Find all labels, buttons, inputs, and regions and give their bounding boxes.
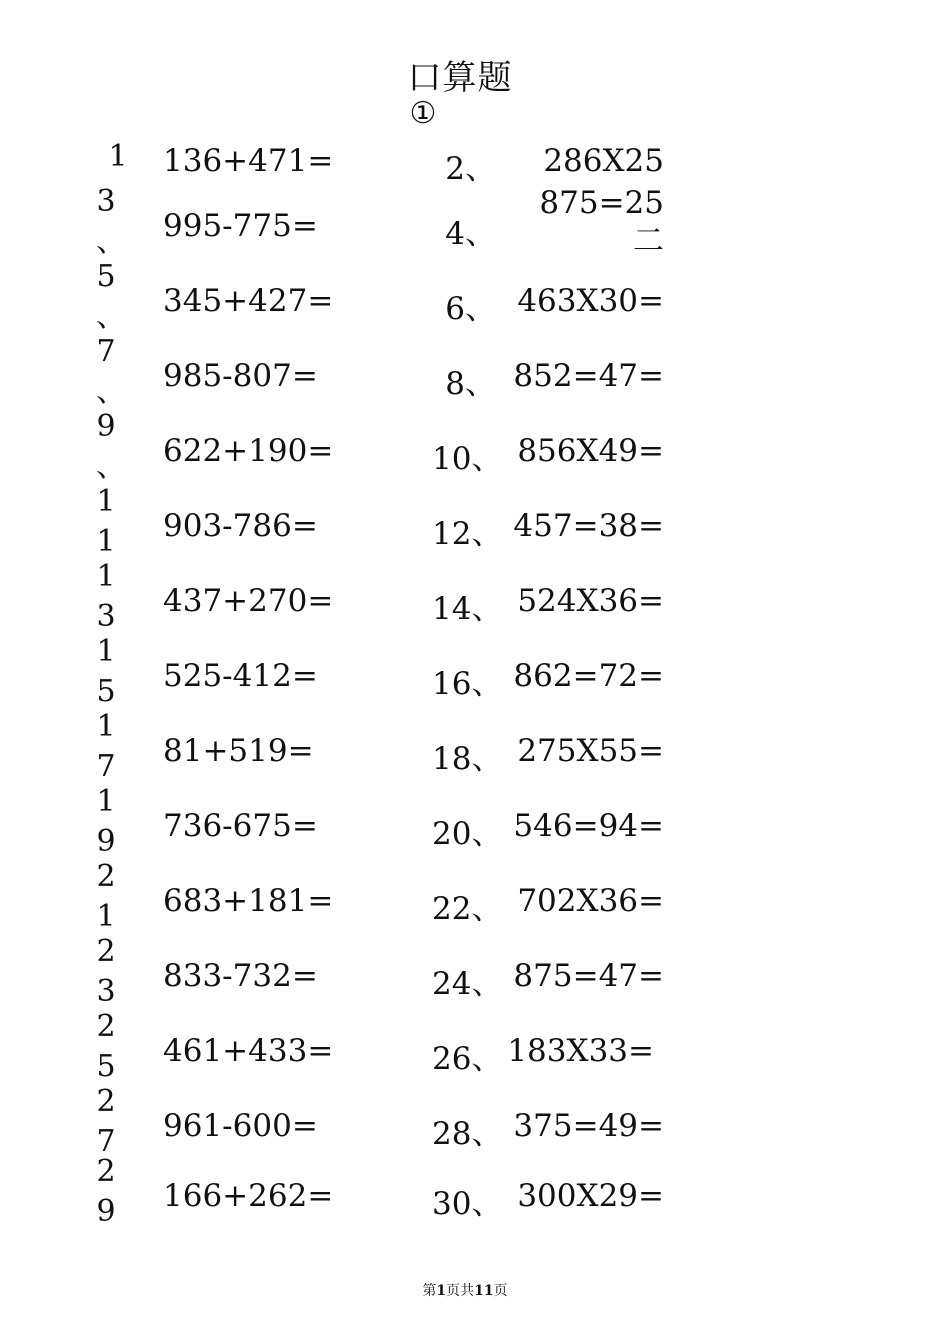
problem-row (0, 484, 950, 572)
problem-row (0, 1009, 950, 1097)
left-problem-number: 3 、 (96, 184, 126, 259)
left-expression: 833-732= (163, 958, 318, 994)
right-expression: 463X30= (517, 283, 664, 319)
problem-row (0, 334, 950, 422)
footer-mid: 页共 (446, 1283, 475, 1299)
right-problem-number: 30、 (432, 1186, 503, 1222)
right-expression: 275X55= (517, 733, 664, 769)
left-expression: 525-412= (163, 658, 318, 694)
left-expression: 961-600= (163, 1108, 318, 1144)
left-expression: 345+427= (163, 283, 334, 319)
left-problem-number: 1 3 (96, 559, 116, 634)
right-expression: 852=47= (513, 358, 664, 394)
left-problem-number: 1 1 (96, 484, 116, 559)
problem-row (0, 934, 950, 1022)
right-expression: 856X49= (517, 433, 664, 469)
page-footer (0, 1280, 930, 1300)
footer-total-pages: 11 (474, 1283, 494, 1299)
right-problem-number: 26、 (432, 1041, 503, 1077)
problem-row (0, 1084, 950, 1172)
footer-page-number: 1 (436, 1283, 447, 1299)
left-expression: 437+270= (163, 583, 334, 619)
left-problem-number: 2 9 (96, 1154, 116, 1229)
left-problem-number: 2 1 (96, 859, 116, 934)
right-expression: 375=49= (513, 1108, 664, 1144)
left-problem-number: 2 3 (96, 934, 116, 1009)
right-problem-number: 10、 (432, 441, 503, 477)
section-number: ① (409, 96, 437, 131)
right-problem-number: 2、 (445, 151, 496, 187)
left-problem-number: 2 5 (96, 1009, 116, 1084)
problem-row (0, 634, 950, 722)
right-expression: 875=25 二 (539, 185, 664, 259)
left-expression: 136+471= (163, 143, 334, 179)
right-problem-number: 16、 (432, 666, 503, 702)
right-problem-number: 14、 (432, 591, 503, 627)
problem-row (0, 1154, 950, 1242)
left-problem-number: 1 5 (96, 634, 116, 709)
right-expression: 457=38= (513, 508, 664, 544)
right-expression: 546=94= (513, 808, 664, 844)
right-problem-number: 4、 (445, 216, 496, 252)
problem-row (0, 409, 950, 497)
left-problem-number: 7 、 (96, 334, 126, 409)
left-expression: 995-775= (163, 208, 318, 244)
left-expression: 622+190= (163, 433, 334, 469)
right-problem-number: 20、 (432, 816, 503, 852)
right-expression: 862=72= (513, 658, 664, 694)
left-problem-number: 2 7 (96, 1084, 116, 1159)
left-problem-number: 1 9 (96, 784, 116, 859)
problem-row (0, 184, 950, 272)
problem-row (0, 559, 950, 647)
problem-row (0, 784, 950, 872)
left-problem-number: 5 、 (96, 259, 126, 334)
left-expression: 683+181= (163, 883, 334, 919)
right-problem-number: 8、 (445, 366, 496, 402)
right-problem-number: 6、 (445, 291, 496, 327)
left-expression: 81+519= (163, 733, 314, 769)
right-expression: 183X33= (507, 1033, 654, 1069)
footer-prefix: 第 (422, 1283, 437, 1299)
right-expression: 300X29= (517, 1178, 664, 1214)
left-expression: 903-786= (163, 508, 318, 544)
left-problem-number: 9 、 (96, 409, 126, 484)
right-problem-number: 18、 (432, 741, 503, 777)
problem-row (0, 133, 950, 207)
problem-row (0, 859, 950, 947)
problem-row (0, 709, 950, 797)
right-problem-number: 28、 (432, 1116, 503, 1152)
left-expression: 985-807= (163, 358, 318, 394)
footer-suffix: 页 (493, 1283, 508, 1299)
left-expression: 461+433= (163, 1033, 334, 1069)
left-problem-number: 1 7 (96, 709, 116, 784)
right-expression: 524X36= (517, 583, 664, 619)
worksheet-title: 口算题 (407, 58, 513, 98)
right-expression: 702X36= (517, 883, 664, 919)
problem-row (0, 259, 950, 347)
left-expression: 736-675= (163, 808, 318, 844)
right-expression: 286X25 (543, 143, 664, 179)
right-problem-number: 22、 (432, 891, 503, 927)
left-problem-number: 1 (108, 139, 128, 174)
left-expression: 166+262= (163, 1178, 334, 1214)
right-problem-number: 12、 (432, 516, 503, 552)
right-problem-number: 24、 (432, 966, 503, 1002)
right-expression: 875=47= (513, 958, 664, 994)
